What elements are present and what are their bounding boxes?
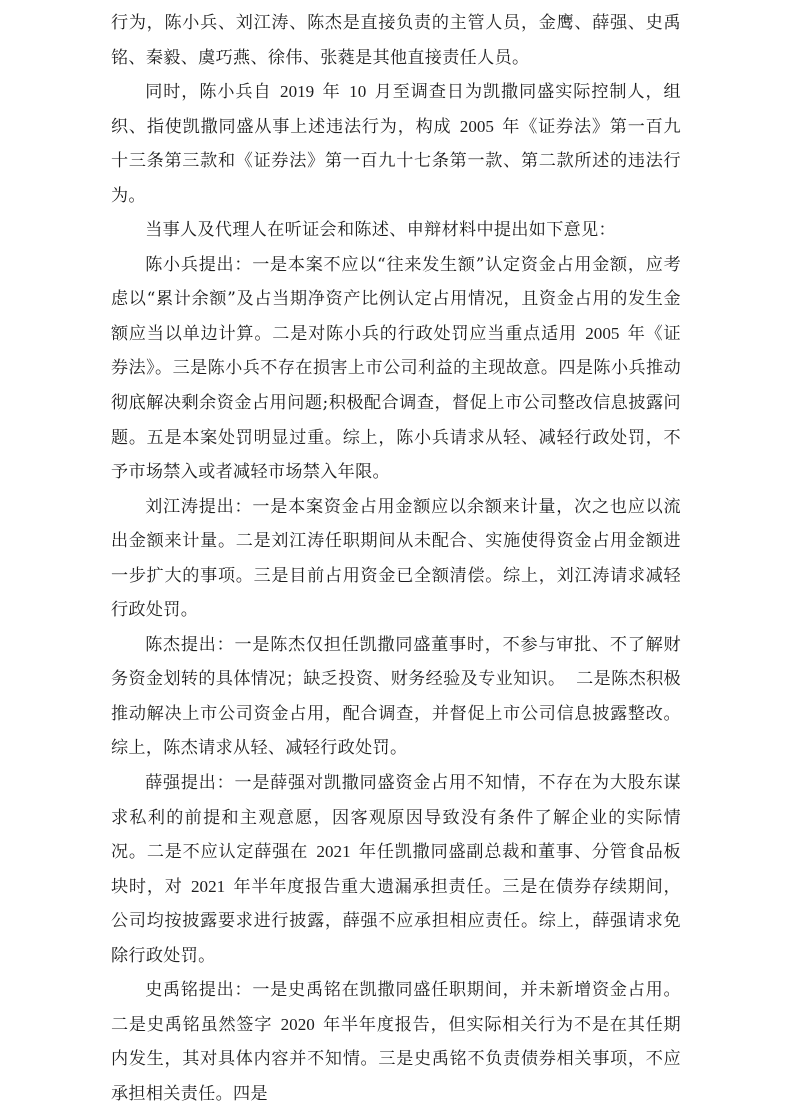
- para2-text-before-year: 同时，陈小兵自: [145, 82, 278, 103]
- paragraph-actual-controller: [111, 75, 681, 213]
- para7-text-part-1: 薛强提出：一是薛强对凯撒同盛资金占用不知情，不存在为大股东谋求私利的前提和主观意愿，因客观原因导致没有条件了解企业的实际情况。二是不应认定薛强在: [111, 773, 681, 863]
- para8-text-part-2: 年半年度报告，但实际相关行为不是在其任期内发生，其对具体内容并不知情。三是史禹铭不负责债券相关事项，不应承担相关责任。四是: [111, 1014, 681, 1104]
- para2-month-10: 10: [349, 82, 367, 102]
- paragraph-xue-qiang-opinion: [111, 766, 681, 973]
- paragraph-liu-jiangtao-opinion: 刘江涛提出：一是本案资金占用金额应以余额来计量，次之也应以流出金额来计量。二是刘江涛任职期间从未配合、实施使得资金占用金额进一步扩大的事项。三是目前占用资金已全额清偿。综上，刘江涛请求减轻行政处罚。: [111, 496, 681, 621]
- paragraph-hearing-opinions-intro: 当事人及代理人在听证会和陈述、申辩材料中提出如下意见：: [145, 220, 616, 241]
- para6-text-part-1: 陈杰提出：一是陈杰仅担任凯撒同盛董事时，不参与审批、不了解财务资金划转的具体情况；缺乏投资、财务经验及专业知识。: [111, 634, 681, 690]
- para2-year-2019: 2019: [280, 82, 315, 102]
- para2-text-mid-2: 月至调查日为凯撒同盛实际控制人，组织、指使凯撒同盛从事上述违法行为，构成: [111, 82, 681, 137]
- para8-text-part-1: 史禹铭提出：一是史禹铭在凯撒同盛任职期间，并未新增资金占用。二是史禹铭虽然签字: [111, 980, 681, 1035]
- para7-year-2021-a: 2021: [316, 842, 351, 862]
- para2-text-mid-3: 年《证券法》第一百九十三条第三款和《证券法》第一百九十七条第一款、第二款所述的违法行为。: [111, 116, 681, 206]
- para7-text-part-3: 年半年度报告重大遗漏承担责任。三是在债券存续期间，公司均按披露要求进行披露，薛强不应承担相应责任。综上，薛强请求免除行政处罚。: [111, 876, 681, 966]
- document-text-body: [111, 6, 681, 1112]
- para7-year-2021-b: 2021: [190, 876, 226, 896]
- para8-year-2020: 2020: [280, 1014, 315, 1034]
- para2-text-mid-1: 年: [316, 82, 348, 103]
- para6-text-part-2: 二是陈杰积极推动解决上市公司资金占用，配合调查，并督促上市公司信息披露整改。综上，陈杰请求从轻、减轻行政处罚。: [111, 669, 681, 759]
- para4-text-part-1: 陈小兵提出：一是本案不应以“往来发生额”认定资金占用金额，应考虑以“累计余额”及占当期净资产比例认定占用情况，且资金占用的发生金额应当以单边计算。二是对陈小兵的行政处罚应当重点适用: [111, 254, 681, 344]
- paragraph-chen-jie-opinion: [111, 628, 681, 766]
- para4-text-part-2: 年《证券法》。三是陈小兵不存在损害上市公司利益的主现故意。四是陈小兵推动彻底解决剩余资金占用问题;积极配合调查，督促上市公司整改信息披露问题。五是本案处罚明显过重。综上，陈小兵请求从轻、减轻行政处罚，不予市场禁入或者减轻市场禁入年限。: [111, 323, 681, 483]
- para7-text-part-2: 年任凯撒同盛副总裁和董事、分管食品板块时，对: [111, 842, 681, 897]
- paragraph-chen-xiaobing-opinion: [111, 248, 681, 490]
- paragraph-responsible-persons: 行为，陈小兵、刘江涛、陈杰是直接负责的主管人员，金鹰、薛强、史禹铭、秦毅、虞巧燕、徐伟、张蕤是其他直接责任人员。: [111, 13, 681, 68]
- para2-year-2005: 2005: [459, 116, 494, 136]
- paragraph-shi-yuming-opinion: [111, 973, 681, 1111]
- para4-year-2005: 2005: [585, 323, 620, 343]
